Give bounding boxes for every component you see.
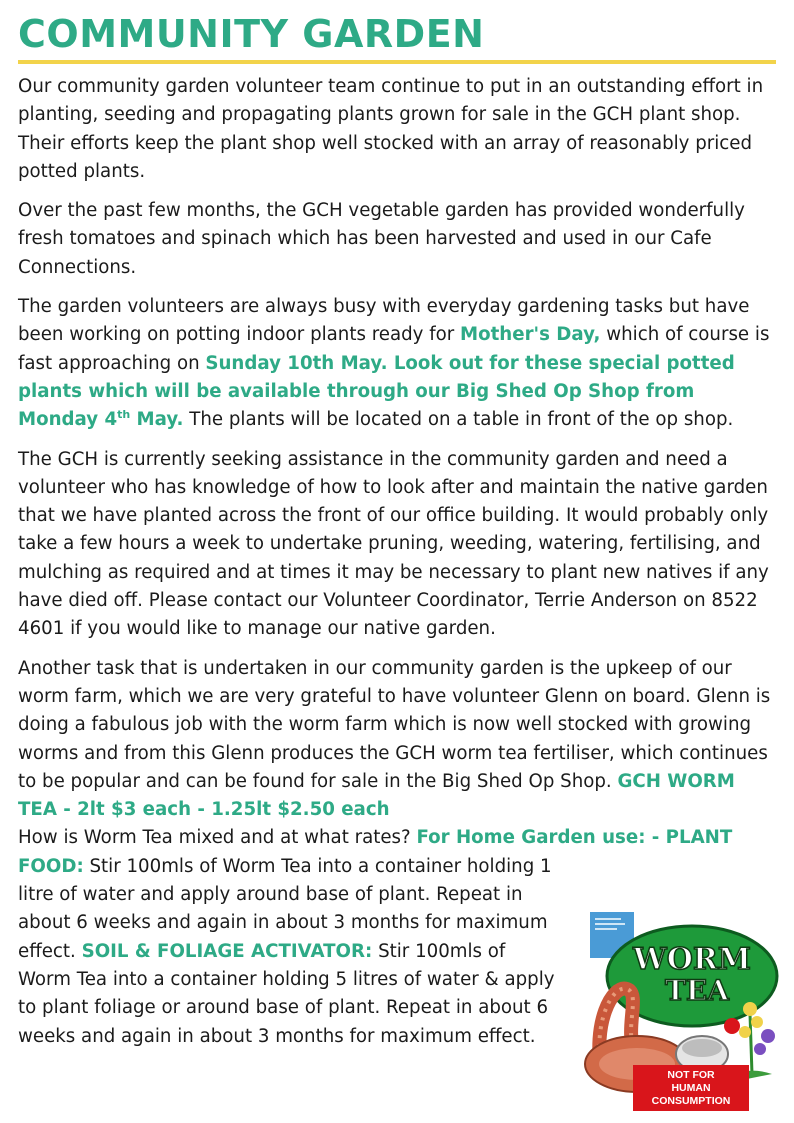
highlight-plant-food: For Home Garden use: - PLANT FOOD: [18,827,733,877]
title-underline [18,60,776,64]
sign-text-worm: WORM [633,942,751,977]
warning-line: CONSUMPTION [651,1094,731,1107]
text: Another task that is undertaken in our community garden is the upkeep of our worm farm, which we are very grateful to have volunteer Glenn on board. Glenn is doing a fabulous job with the worm farm which is now well stocked with growing worms and from this Glenn produces the GCH worm tea fertiliser, which continues to be popular and can be found for sale in the Big Shed Op Shop. [18,657,771,792]
highlight-date-text: Sunday 10th May. Look out for these special potted plants which will be available through our Big Shed Op Shop from Monday 4 [18,352,735,431]
highlight-worm-tea-prices: GCH WORM TEA - 2lt $3 each - 1.25lt $2.50 each [18,770,735,821]
paragraph-vegetable-garden: Over the past few months, the GCH vegetable garden has provided wonderfully fresh tomatoes and spinach which has been harvested and used in our Cafe Connections. [18,200,745,278]
text: Stir 100mls of Worm Tea into a container holding 5 litres of water & apply to plant foliage or around base of plant. Repeat in about 6 weeks and again in about 3 months for maximum effect. [18,940,555,1047]
warning-label [633,1065,749,1111]
highlight-soil-foliage: SOIL & FOLIAGE ACTIVATOR: [81,940,373,962]
warning-line: HUMAN [671,1081,711,1094]
paragraph-mothers-day [18,293,778,434]
text: Stir 100mls of Worm Tea into a container holding 1 litre of water and apply around base of plant. Repeat in about 6 weeks and again in about 3 months for maximum effect. [18,855,552,962]
text: which of course is fast approaching on [18,324,770,374]
page-title: COMMUNITY GARDEN [18,12,485,56]
text: The garden volunteers are always busy with everyday gardening tasks but have been working on potting indoor plants ready for [18,296,750,346]
warning-line: NOT FOR [667,1068,715,1081]
highlight-mothers-day: Mother's Day, [460,324,601,346]
sign-text-tea: TEA [665,974,729,1007]
highlight-date-end: May. [130,409,184,431]
paragraph-plant-shop: Our community garden volunteer team continue to put in an outstanding effort in planting, seeding and propagating plants grown for sale in the GCH plant shop. Their efforts keep the plant shop well stocked with an array of reasonably priced potted plants. [18,76,764,182]
text: The plants will be located on a table in front of the op shop. [183,409,734,431]
superscript: th [117,408,131,422]
paragraph-native-garden: The GCH is currently seeking assistance in the community garden and need a volunteer who has knowledge of how to look after and maintain the native garden that we have planted across the front of our office building. It would probably only take a few hours a week to undertake pruning, weeding, watering, fertilising, and mulching as required and at times it may be necessary to plant new natives if any have died off. Please contact our Volunteer Coordinator, Terrie Anderson on 8522 4601 if you would like to manage our native garden. [18,448,769,640]
text: How is Worm Tea mixed and at what rates? [18,827,417,849]
